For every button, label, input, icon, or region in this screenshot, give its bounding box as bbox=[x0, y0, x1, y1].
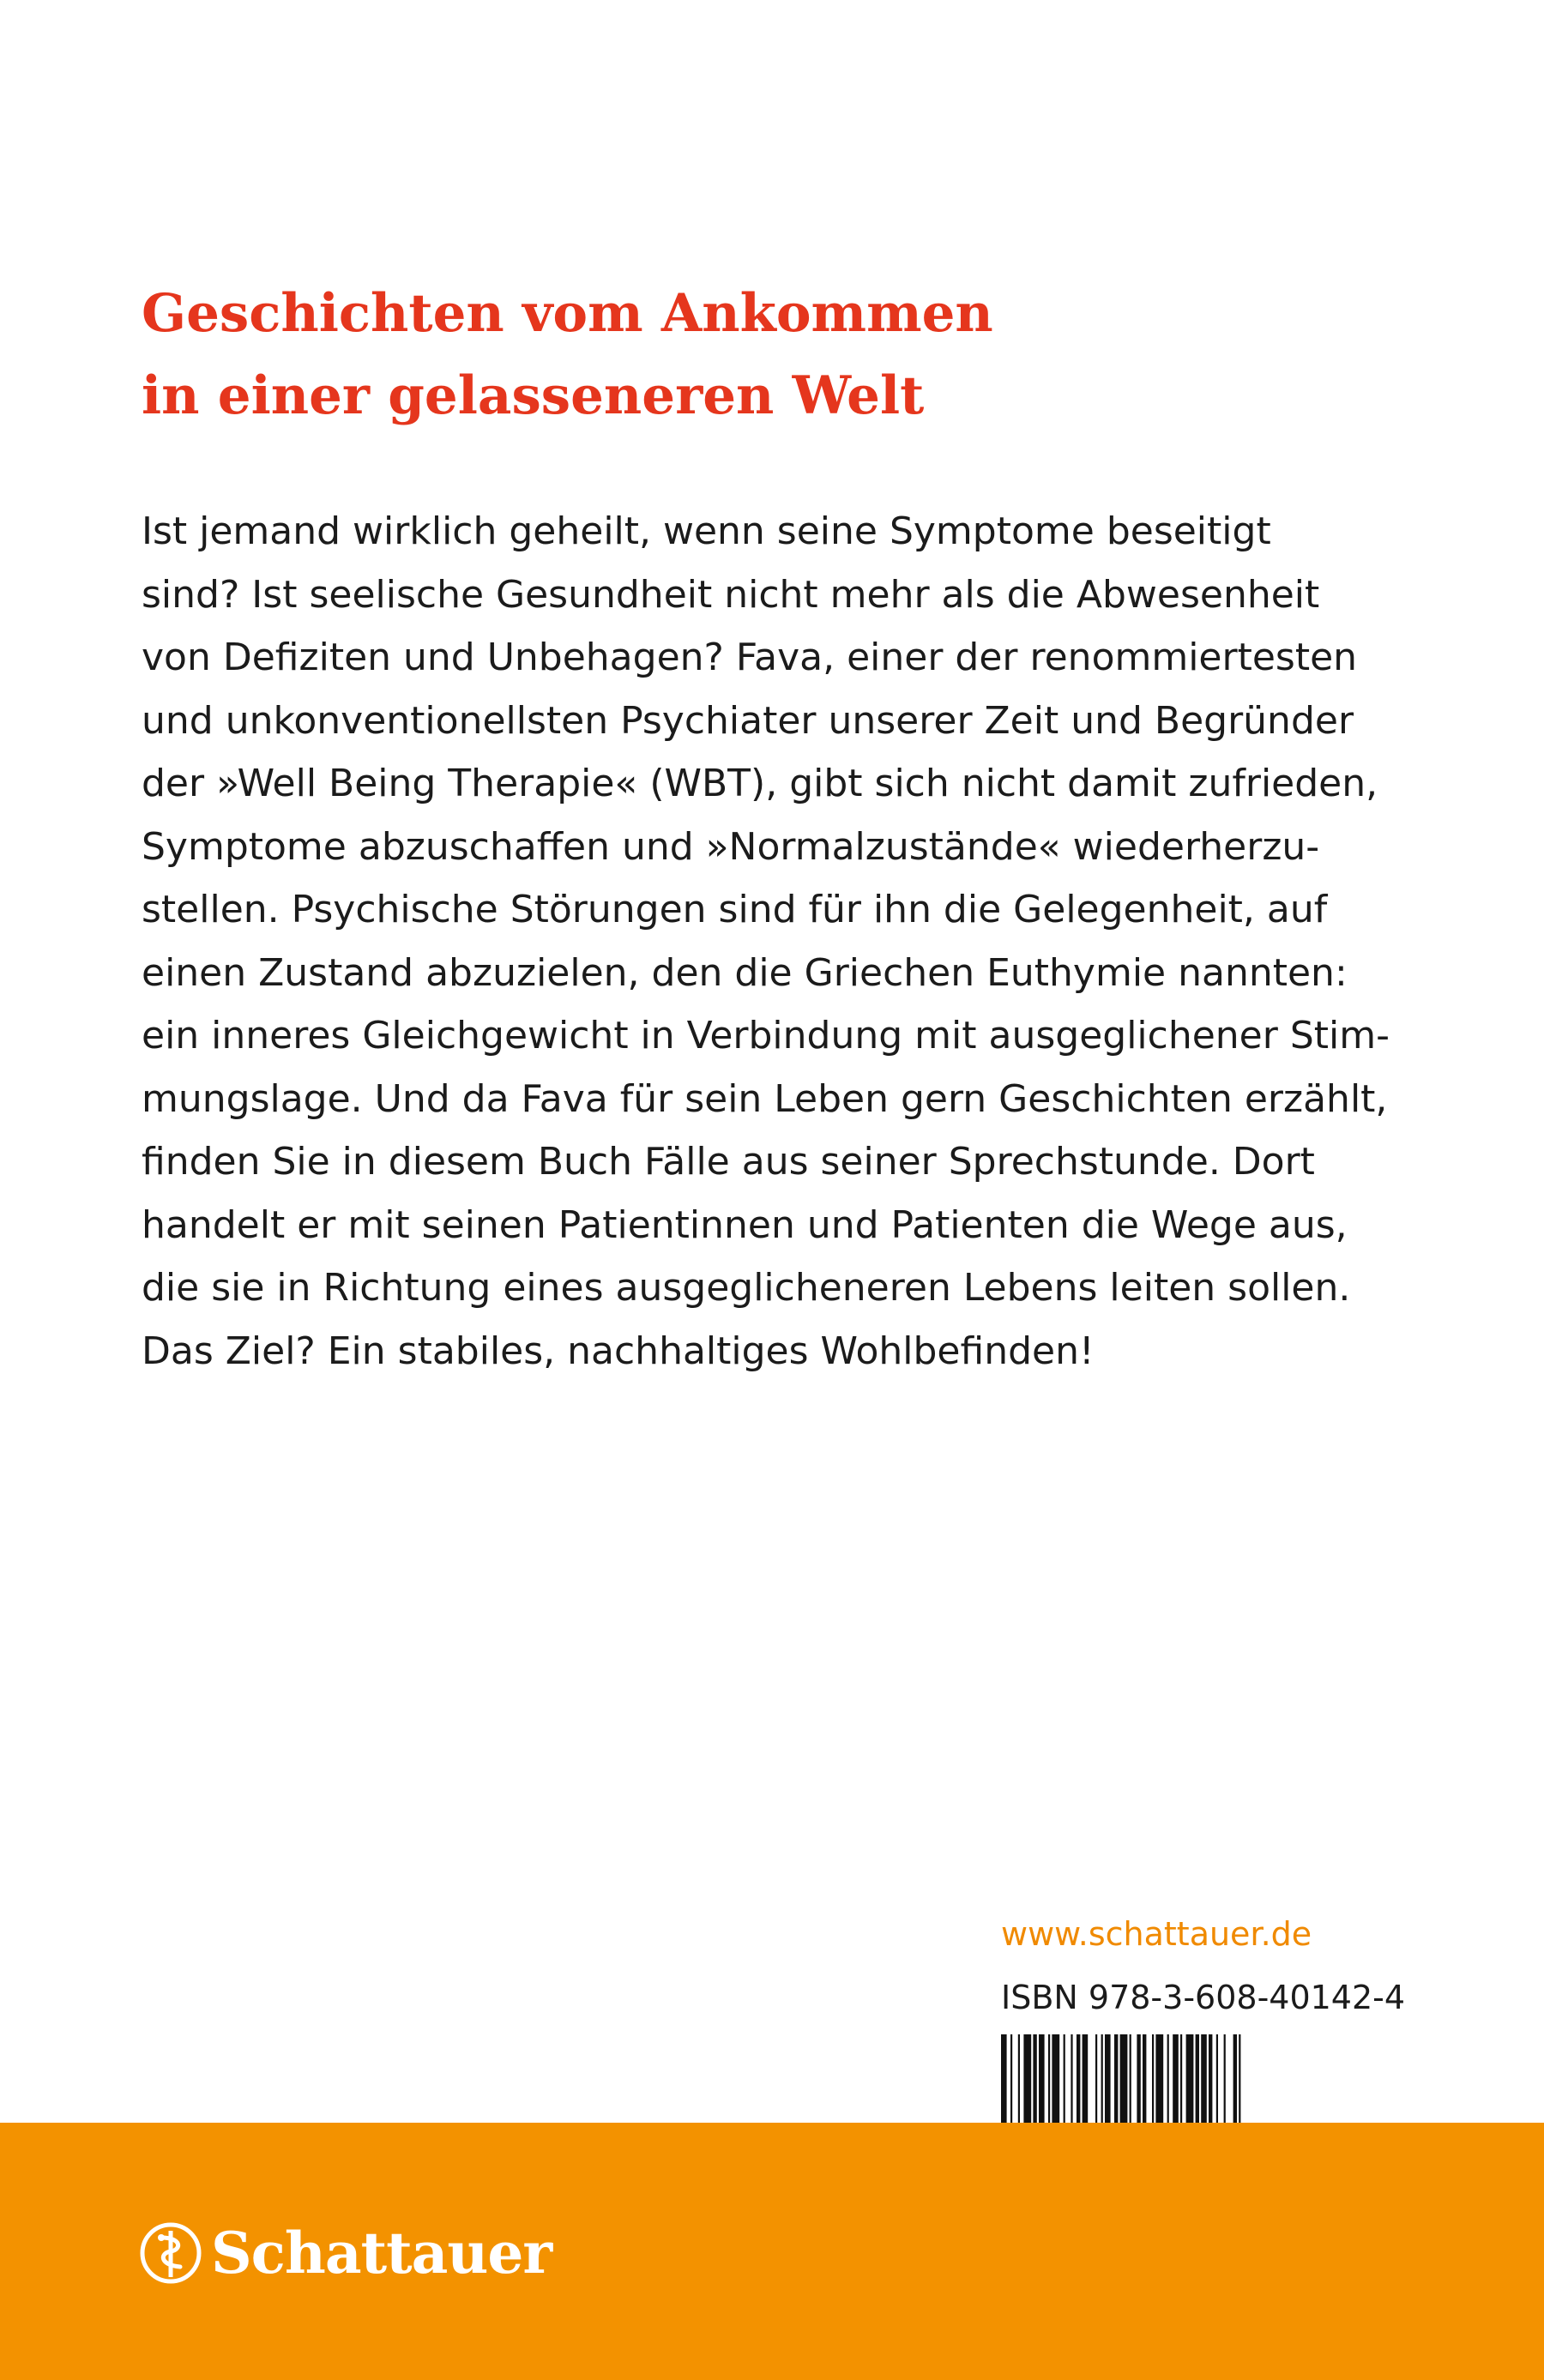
blurb-line: der »Well Being Therapie« (WBT), gibt sich nicht damit zufrieden, bbox=[142, 762, 1378, 805]
publisher-logo[interactable] bbox=[139, 2217, 552, 2289]
blurb-line: Symptome abzuschaffen und »Normalzustände« wiederherzu- bbox=[142, 824, 1320, 869]
blurb-text bbox=[142, 500, 1428, 1383]
blurb-line: die sie in Richtung eines ausgeglicheneren Lebens leiten sollen. bbox=[142, 1266, 1351, 1310]
isbn-number: ISBN 978-3-608-40142-4 bbox=[1001, 1979, 1406, 2016]
blurb-line: ein inneres Gleichgewicht in Verbindung mit ausgeglichener Stim- bbox=[142, 1014, 1390, 1057]
barcode bbox=[1001, 2034, 1404, 2123]
blurb-line: finden Sie in diesem Buch Fälle aus seiner Sprechstunde. Dort bbox=[142, 1140, 1315, 1184]
blurb-line: Das Ziel? Ein stabiles, nachhaltiges Wohlbefinden! bbox=[142, 1329, 1095, 1373]
blurb-line: Ist jemand wirklich geheilt, wenn seine Symptome beseitigt bbox=[142, 509, 1271, 553]
snake-staff-emblem-icon bbox=[139, 2217, 202, 2289]
publisher-url[interactable]: www.schattauer.de bbox=[1001, 1915, 1312, 1953]
blurb-line: und unkonventionellsten Psychiater unserer Zeit und Begründer bbox=[142, 698, 1354, 743]
headline bbox=[142, 273, 1428, 437]
blurb-line: stellen. Psychische Störungen sind für ihn die Gelegenheit, auf bbox=[142, 888, 1328, 931]
headline-line-1: Geschichten vom Ankommen bbox=[142, 283, 993, 344]
publisher-name: Schattauer bbox=[211, 2220, 552, 2287]
blurb-line: mungslage. Und da Fava für sein Leben gern Geschichten erzählt, bbox=[142, 1076, 1388, 1121]
blurb-line: sind? Ist seelische Gesundheit nicht mehr als die Abwesenheit bbox=[142, 572, 1320, 617]
blurb-line: handelt er mit seinen Patientinnen und Patienten die Wege aus, bbox=[142, 1202, 1348, 1247]
headline-line-2: in einer gelasseneren Welt bbox=[142, 365, 925, 426]
blurb-line: von Defiziten und Unbehagen? Fava, einer der renommiertesten bbox=[142, 636, 1358, 679]
blurb-line: einen Zustand abzuzielen, den die Griechen Euthymie nannten: bbox=[142, 950, 1348, 995]
